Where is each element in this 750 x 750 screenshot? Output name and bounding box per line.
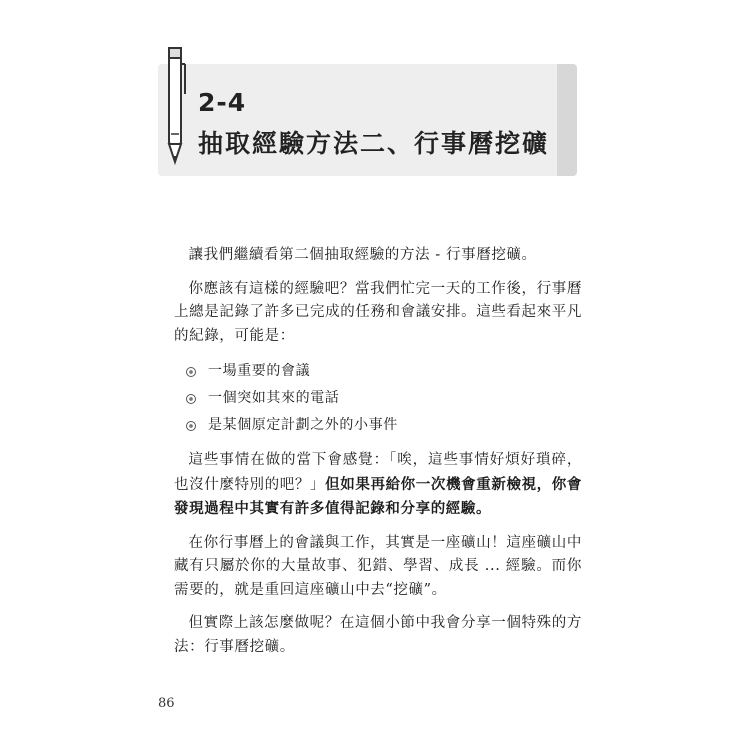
bullet-text: 是某個原定計劃之外的小事件 xyxy=(208,416,398,433)
body-text xyxy=(174,244,582,669)
paragraph-mine: 在你行事曆上的會議與工作，其實是一座礦山！這座礦山中藏有只屬於你的大量故事、犯錯、學習、成長 ... 經驗。而你需要的，就是重回這座礦山中去“挖礦”。 xyxy=(174,534,582,598)
section-header-accent xyxy=(557,64,577,176)
paragraph-method: 但實際上該怎麼做呢？在這個小節中我會分享一個特殊的方法：行事曆挖礦。 xyxy=(174,615,582,655)
section-title: 抽取經驗方法二、行事曆挖礦 xyxy=(198,129,550,158)
bullet-list xyxy=(174,358,582,439)
bullet-icon xyxy=(186,394,196,404)
paragraph-feeling xyxy=(174,449,582,522)
section-number: 2-4 xyxy=(198,88,247,117)
paragraph-feeling-normal: 這些事情在做的當下會感覺：「唉，這些事情好煩好瑣碎，也沒什麼特別的吧？」 xyxy=(174,452,582,493)
paragraph-experience: 你應該有這樣的經驗吧？當我們忙完一天的工作後，行事曆上總是記錄了許多已完成的任務和會議安排。這些看起來平凡的紀錄，可能是： xyxy=(174,280,582,344)
list-item xyxy=(186,385,582,412)
bullet-text: 一場重要的會議 xyxy=(208,362,311,379)
bullet-icon xyxy=(186,367,196,377)
paragraph-feeling-bold: 但如果再給你一次機會重新檢視，你會發現過程中其實有許多值得記錄和分享的經驗。 xyxy=(174,475,583,517)
list-item xyxy=(186,358,582,385)
page-number: 86 xyxy=(158,696,175,711)
bullet-text: 一個突如其來的電話 xyxy=(208,389,340,406)
list-item xyxy=(186,412,582,439)
bullet-icon xyxy=(186,421,196,431)
paragraph-intro: 讓我們繼續看第二個抽取經驗的方法 - 行事曆挖礦。 xyxy=(188,247,537,263)
pen-icon xyxy=(162,44,188,168)
